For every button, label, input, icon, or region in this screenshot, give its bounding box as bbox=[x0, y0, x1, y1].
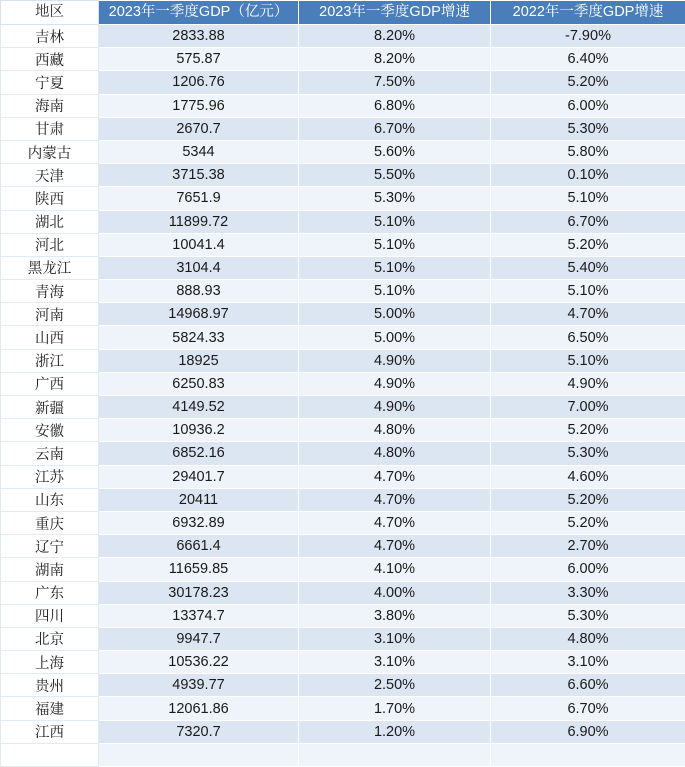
cell-region: 安徽 bbox=[1, 419, 99, 442]
cell-growth-2022q1: -7.90% bbox=[491, 25, 685, 48]
cell-region: 海南 bbox=[1, 94, 99, 117]
cell-gdp-2023q1: 6932.89 bbox=[99, 511, 299, 534]
cell-growth-2022q1: 5.20% bbox=[491, 488, 685, 511]
cell-growth-2022q1: 2.70% bbox=[491, 535, 685, 558]
cell-growth-2022q1: 6.90% bbox=[491, 720, 685, 743]
cell-growth-2023q1: 6.70% bbox=[299, 117, 491, 140]
table-row bbox=[1, 465, 685, 488]
cell-growth-2022q1: 6.00% bbox=[491, 94, 685, 117]
cell-growth-2022q1: 3.10% bbox=[491, 651, 685, 674]
cell-gdp-2023q1: 5824.33 bbox=[99, 326, 299, 349]
cell-growth-2022q1: 6.60% bbox=[491, 674, 685, 697]
table-row bbox=[1, 303, 685, 326]
cell-gdp-2023q1: 7651.9 bbox=[99, 187, 299, 210]
cell-growth-2023q1: 5.60% bbox=[299, 140, 491, 163]
cell-gdp-2023q1: 29401.7 bbox=[99, 465, 299, 488]
cell-growth-2022q1: 5.30% bbox=[491, 117, 685, 140]
cell-region bbox=[1, 743, 99, 766]
cell-growth-2022q1: 5.20% bbox=[491, 71, 685, 94]
table-row bbox=[1, 349, 685, 372]
cell-region: 宁夏 bbox=[1, 71, 99, 94]
cell-gdp-2023q1: 6852.16 bbox=[99, 442, 299, 465]
table-header bbox=[1, 1, 685, 25]
column-header-gdp-2023q1: 2023年一季度GDP（亿元） bbox=[99, 1, 299, 25]
cell-gdp-2023q1: 2670.7 bbox=[99, 117, 299, 140]
cell-region: 河北 bbox=[1, 233, 99, 256]
cell-region: 贵州 bbox=[1, 674, 99, 697]
cell-growth-2022q1: 5.30% bbox=[491, 604, 685, 627]
table-row bbox=[1, 117, 685, 140]
cell-region: 河南 bbox=[1, 303, 99, 326]
cell-gdp-2023q1: 9947.7 bbox=[99, 627, 299, 650]
table-row bbox=[1, 372, 685, 395]
cell-gdp-2023q1: 10936.2 bbox=[99, 419, 299, 442]
cell-region: 四川 bbox=[1, 604, 99, 627]
table-row bbox=[1, 140, 685, 163]
table-row bbox=[1, 326, 685, 349]
cell-region: 山西 bbox=[1, 326, 99, 349]
column-header-region: 地区 bbox=[1, 1, 99, 25]
table-row bbox=[1, 651, 685, 674]
cell-gdp-2023q1: 1206.76 bbox=[99, 71, 299, 94]
cell-gdp-2023q1: 10041.4 bbox=[99, 233, 299, 256]
cell-growth-2023q1: 5.00% bbox=[299, 326, 491, 349]
cell-region: 吉林 bbox=[1, 25, 99, 48]
cell-growth-2023q1: 2.50% bbox=[299, 674, 491, 697]
cell-growth-2022q1 bbox=[491, 743, 685, 766]
cell-gdp-2023q1: 4149.52 bbox=[99, 396, 299, 419]
cell-growth-2023q1: 5.10% bbox=[299, 256, 491, 279]
cell-region: 西藏 bbox=[1, 48, 99, 71]
cell-gdp-2023q1: 2833.88 bbox=[99, 25, 299, 48]
table-row bbox=[1, 396, 685, 419]
cell-gdp-2023q1: 3715.38 bbox=[99, 164, 299, 187]
cell-region: 云南 bbox=[1, 442, 99, 465]
table-row bbox=[1, 48, 685, 71]
cell-growth-2023q1: 4.10% bbox=[299, 558, 491, 581]
cell-growth-2023q1: 4.80% bbox=[299, 442, 491, 465]
table-row bbox=[1, 535, 685, 558]
cell-growth-2023q1: 3.80% bbox=[299, 604, 491, 627]
cell-growth-2022q1: 5.20% bbox=[491, 511, 685, 534]
cell-growth-2023q1: 8.20% bbox=[299, 25, 491, 48]
cell-growth-2023q1: 5.10% bbox=[299, 233, 491, 256]
table-row bbox=[1, 25, 685, 48]
cell-growth-2023q1: 4.90% bbox=[299, 372, 491, 395]
column-header-growth-2023q1: 2023年一季度GDP增速 bbox=[299, 1, 491, 25]
table-row bbox=[1, 488, 685, 511]
table-row bbox=[1, 743, 685, 766]
cell-growth-2023q1: 1.20% bbox=[299, 720, 491, 743]
cell-region: 天津 bbox=[1, 164, 99, 187]
cell-gdp-2023q1: 575.87 bbox=[99, 48, 299, 71]
cell-growth-2022q1: 5.20% bbox=[491, 419, 685, 442]
cell-growth-2022q1: 5.10% bbox=[491, 280, 685, 303]
cell-gdp-2023q1: 20411 bbox=[99, 488, 299, 511]
cell-growth-2022q1: 6.00% bbox=[491, 558, 685, 581]
table-row bbox=[1, 419, 685, 442]
cell-region: 辽宁 bbox=[1, 535, 99, 558]
cell-growth-2022q1: 3.30% bbox=[491, 581, 685, 604]
table-row bbox=[1, 558, 685, 581]
cell-growth-2022q1: 6.70% bbox=[491, 697, 685, 720]
cell-region: 广东 bbox=[1, 581, 99, 604]
cell-growth-2023q1: 4.80% bbox=[299, 419, 491, 442]
cell-region: 陕西 bbox=[1, 187, 99, 210]
cell-growth-2022q1: 6.40% bbox=[491, 48, 685, 71]
table-header-row bbox=[1, 1, 685, 25]
table-row bbox=[1, 697, 685, 720]
cell-gdp-2023q1: 30178.23 bbox=[99, 581, 299, 604]
cell-region: 广西 bbox=[1, 372, 99, 395]
cell-growth-2022q1: 5.20% bbox=[491, 233, 685, 256]
table-row bbox=[1, 442, 685, 465]
cell-growth-2023q1: 1.70% bbox=[299, 697, 491, 720]
table-row bbox=[1, 674, 685, 697]
cell-growth-2022q1: 4.70% bbox=[491, 303, 685, 326]
cell-gdp-2023q1: 18925 bbox=[99, 349, 299, 372]
cell-growth-2023q1: 5.10% bbox=[299, 210, 491, 233]
cell-gdp-2023q1: 888.93 bbox=[99, 280, 299, 303]
cell-growth-2022q1: 5.80% bbox=[491, 140, 685, 163]
cell-growth-2023q1: 4.70% bbox=[299, 511, 491, 534]
cell-growth-2023q1: 4.90% bbox=[299, 349, 491, 372]
cell-growth-2022q1: 6.50% bbox=[491, 326, 685, 349]
cell-gdp-2023q1: 7320.7 bbox=[99, 720, 299, 743]
column-header-growth-2022q1: 2022年一季度GDP增速 bbox=[491, 1, 685, 25]
table-row bbox=[1, 256, 685, 279]
cell-growth-2023q1: 7.50% bbox=[299, 71, 491, 94]
cell-region: 新疆 bbox=[1, 396, 99, 419]
cell-growth-2023q1: 4.70% bbox=[299, 488, 491, 511]
table-body bbox=[1, 25, 685, 767]
cell-region: 江西 bbox=[1, 720, 99, 743]
cell-gdp-2023q1: 1775.96 bbox=[99, 94, 299, 117]
cell-growth-2023q1: 8.20% bbox=[299, 48, 491, 71]
cell-gdp-2023q1: 12061.86 bbox=[99, 697, 299, 720]
cell-growth-2023q1: 3.10% bbox=[299, 651, 491, 674]
table-row bbox=[1, 720, 685, 743]
cell-growth-2022q1: 5.30% bbox=[491, 442, 685, 465]
cell-growth-2022q1: 4.60% bbox=[491, 465, 685, 488]
cell-growth-2022q1: 5.10% bbox=[491, 187, 685, 210]
table-row bbox=[1, 604, 685, 627]
cell-growth-2022q1: 5.10% bbox=[491, 349, 685, 372]
cell-growth-2023q1: 4.70% bbox=[299, 465, 491, 488]
cell-gdp-2023q1: 11659.85 bbox=[99, 558, 299, 581]
cell-growth-2022q1: 0.10% bbox=[491, 164, 685, 187]
cell-region: 湖北 bbox=[1, 210, 99, 233]
table-row bbox=[1, 210, 685, 233]
cell-region: 福建 bbox=[1, 697, 99, 720]
cell-growth-2023q1: 5.00% bbox=[299, 303, 491, 326]
cell-growth-2022q1: 4.90% bbox=[491, 372, 685, 395]
table-row bbox=[1, 511, 685, 534]
table-row bbox=[1, 164, 685, 187]
cell-gdp-2023q1: 14968.97 bbox=[99, 303, 299, 326]
cell-gdp-2023q1: 6250.83 bbox=[99, 372, 299, 395]
table-row bbox=[1, 187, 685, 210]
table-row bbox=[1, 280, 685, 303]
cell-region: 湖南 bbox=[1, 558, 99, 581]
cell-growth-2023q1: 5.30% bbox=[299, 187, 491, 210]
table-row bbox=[1, 94, 685, 117]
cell-gdp-2023q1: 13374.7 bbox=[99, 604, 299, 627]
cell-region: 黑龙江 bbox=[1, 256, 99, 279]
table-row bbox=[1, 627, 685, 650]
cell-region: 北京 bbox=[1, 627, 99, 650]
cell-growth-2023q1: 5.50% bbox=[299, 164, 491, 187]
cell-region: 浙江 bbox=[1, 349, 99, 372]
cell-growth-2023q1: 4.70% bbox=[299, 535, 491, 558]
cell-gdp-2023q1: 4939.77 bbox=[99, 674, 299, 697]
table-row bbox=[1, 71, 685, 94]
cell-growth-2022q1: 4.80% bbox=[491, 627, 685, 650]
table-row bbox=[1, 581, 685, 604]
cell-gdp-2023q1: 5344 bbox=[99, 140, 299, 163]
cell-growth-2022q1: 6.70% bbox=[491, 210, 685, 233]
cell-region: 重庆 bbox=[1, 511, 99, 534]
cell-gdp-2023q1: 3104.4 bbox=[99, 256, 299, 279]
cell-gdp-2023q1: 10536.22 bbox=[99, 651, 299, 674]
cell-growth-2023q1: 5.10% bbox=[299, 280, 491, 303]
cell-region: 甘肃 bbox=[1, 117, 99, 140]
table-row bbox=[1, 233, 685, 256]
cell-growth-2023q1: 4.00% bbox=[299, 581, 491, 604]
cell-region: 山东 bbox=[1, 488, 99, 511]
cell-region: 内蒙古 bbox=[1, 140, 99, 163]
cell-growth-2023q1: 3.10% bbox=[299, 627, 491, 650]
cell-growth-2023q1: 6.80% bbox=[299, 94, 491, 117]
cell-region: 江苏 bbox=[1, 465, 99, 488]
cell-gdp-2023q1: 11899.72 bbox=[99, 210, 299, 233]
cell-region: 上海 bbox=[1, 651, 99, 674]
cell-growth-2023q1: 4.90% bbox=[299, 396, 491, 419]
cell-growth-2022q1: 7.00% bbox=[491, 396, 685, 419]
cell-region: 青海 bbox=[1, 280, 99, 303]
cell-gdp-2023q1: 6661.4 bbox=[99, 535, 299, 558]
cell-growth-2023q1 bbox=[299, 743, 491, 766]
cell-gdp-2023q1 bbox=[99, 743, 299, 766]
cell-growth-2022q1: 5.40% bbox=[491, 256, 685, 279]
